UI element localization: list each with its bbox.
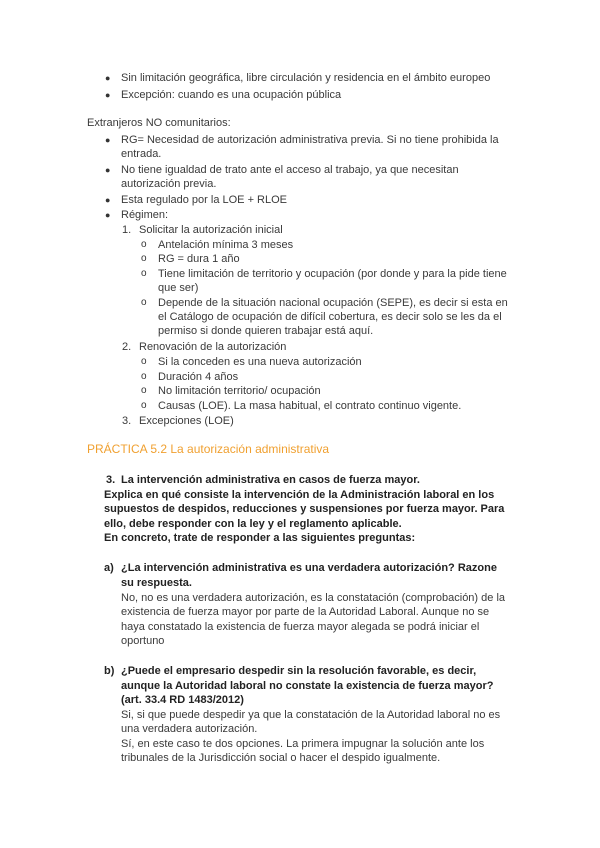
bullet-icon: ● (105, 73, 111, 83)
answer-text: oportuno (121, 635, 165, 647)
sub-list-item: Antelación mínima 3 meses (158, 239, 294, 251)
circle-bullet-icon: o (141, 253, 147, 264)
question-text: Explica en qué consiste la intervención de la Administración laboral en los (104, 489, 495, 501)
list-item: Sin limitación geográfica, libre circulación y residencia en el ámbito europeo (121, 72, 491, 84)
bullet-icon: ● (105, 135, 111, 145)
question-text: En concreto, trate de responder a las siguientes preguntas: (104, 532, 416, 544)
subquestion-text: su respuesta. (121, 577, 192, 589)
sub-list-item: Tiene limitación de territorio y ocupación (por donde y para la pide tiene (158, 268, 507, 280)
list-item: RG= Necesidad de autorización administrativa previa. Si no tiene prohibida la (121, 134, 499, 146)
question-number: 3. (106, 474, 116, 486)
list-item: No tiene igualdad de trato ante el acceso al trabajo, ya que necesitan (121, 164, 459, 176)
list-item: Esta regulado por la LOE + RLOE (121, 194, 288, 206)
circle-bullet-icon: o (141, 400, 147, 411)
sub-list-item: Duración 4 años (158, 371, 239, 383)
subquestion-label: a) (104, 562, 114, 574)
section-heading: PRÁCTICA 5.2 La autorización administrativa (87, 442, 330, 456)
bullet-icon: ● (105, 195, 111, 205)
bullet-icon: ● (105, 210, 111, 220)
subquestion-text: (art. 33.4 RD 1483/2012) (121, 694, 244, 706)
section-label: Extranjeros NO comunitarios: (87, 117, 231, 129)
list-item: Excepciones (LOE) (139, 415, 234, 427)
circle-bullet-icon: o (141, 371, 147, 382)
sub-list-item-continuation: el Catálogo de ocupación de difícil cobertura, es decir solo se les da el (158, 311, 502, 323)
answer-text: No, no es una verdadera autorización, es la constatación (comprobación) de la (121, 592, 506, 604)
sub-list-item: RG = dura 1 año (158, 253, 240, 265)
circle-bullet-icon: o (141, 268, 147, 279)
bullet-icon: ● (105, 165, 111, 175)
sub-list-item: Si la conceden es una nueva autorización (158, 356, 362, 368)
answer-text: haya constatado la existencia de fuerza mayor alegada se podrá iniciar el (121, 621, 480, 633)
list-item-continuation: autorización previa. (121, 178, 217, 190)
list-number: 2. (122, 341, 132, 353)
list-item: Régimen: (121, 209, 169, 221)
circle-bullet-icon: o (141, 297, 147, 308)
list-item-continuation: entrada. (121, 148, 162, 160)
answer-text: una verdadera autorización. (121, 723, 258, 735)
subquestion-text: ¿Puede el empresario despedir sin la resolución favorable, es decir, (121, 665, 477, 677)
sub-list-item-continuation: permiso si donde quieren trabajar está aquí. (158, 325, 374, 337)
question-text: ello, debe responder con la ley y el reglamento aplicable. (104, 518, 402, 530)
list-item: Excepción: cuando es una ocupación pública (121, 89, 342, 101)
circle-bullet-icon: o (141, 239, 147, 250)
question-title: La intervención administrativa en casos de fuerza mayor. (121, 474, 420, 486)
subquestion-text: ¿La intervención administrativa es una verdadera autorización? Razone (121, 562, 497, 574)
list-item: Solicitar la autorización inicial (139, 224, 283, 236)
answer-text: tribunales de la Jurisdicción social o hacer el despido igualmente. (121, 752, 441, 764)
list-item: Renovación de la autorización (139, 341, 287, 353)
sub-list-item-continuation: que ser) (158, 282, 199, 294)
answer-text: Si, si que puede despedir ya que la constatación de la Autoridad laboral no es (121, 709, 501, 721)
circle-bullet-icon: o (141, 385, 147, 396)
question-text: supuestos de despidos, reducciones y suspensiones por fuerza mayor. Para (104, 503, 505, 515)
sub-list-item: No limitación territorio/ ocupación (158, 385, 321, 397)
subquestion-label: b) (104, 665, 115, 677)
bullet-icon: ● (105, 90, 111, 100)
sub-list-item: Causas (LOE). La masa habitual, el contrato continuo vigente. (158, 400, 462, 412)
answer-text: Sí, en este caso te dos opciones. La primera impugnar la solución ante los (121, 738, 485, 750)
subquestion-text: aunque la Autoridad laboral no constate la existencia de fuerza mayor? (121, 680, 494, 692)
list-number: 3. (122, 415, 132, 427)
answer-text: existencia de fuerza mayor por parte de la Autoridad Laboral. Aunque no se (121, 606, 490, 618)
sub-list-item: Depende de la situación nacional ocupación (SEPE), es decir si esta en (158, 297, 508, 309)
circle-bullet-icon: o (141, 356, 147, 367)
list-number: 1. (122, 224, 132, 236)
